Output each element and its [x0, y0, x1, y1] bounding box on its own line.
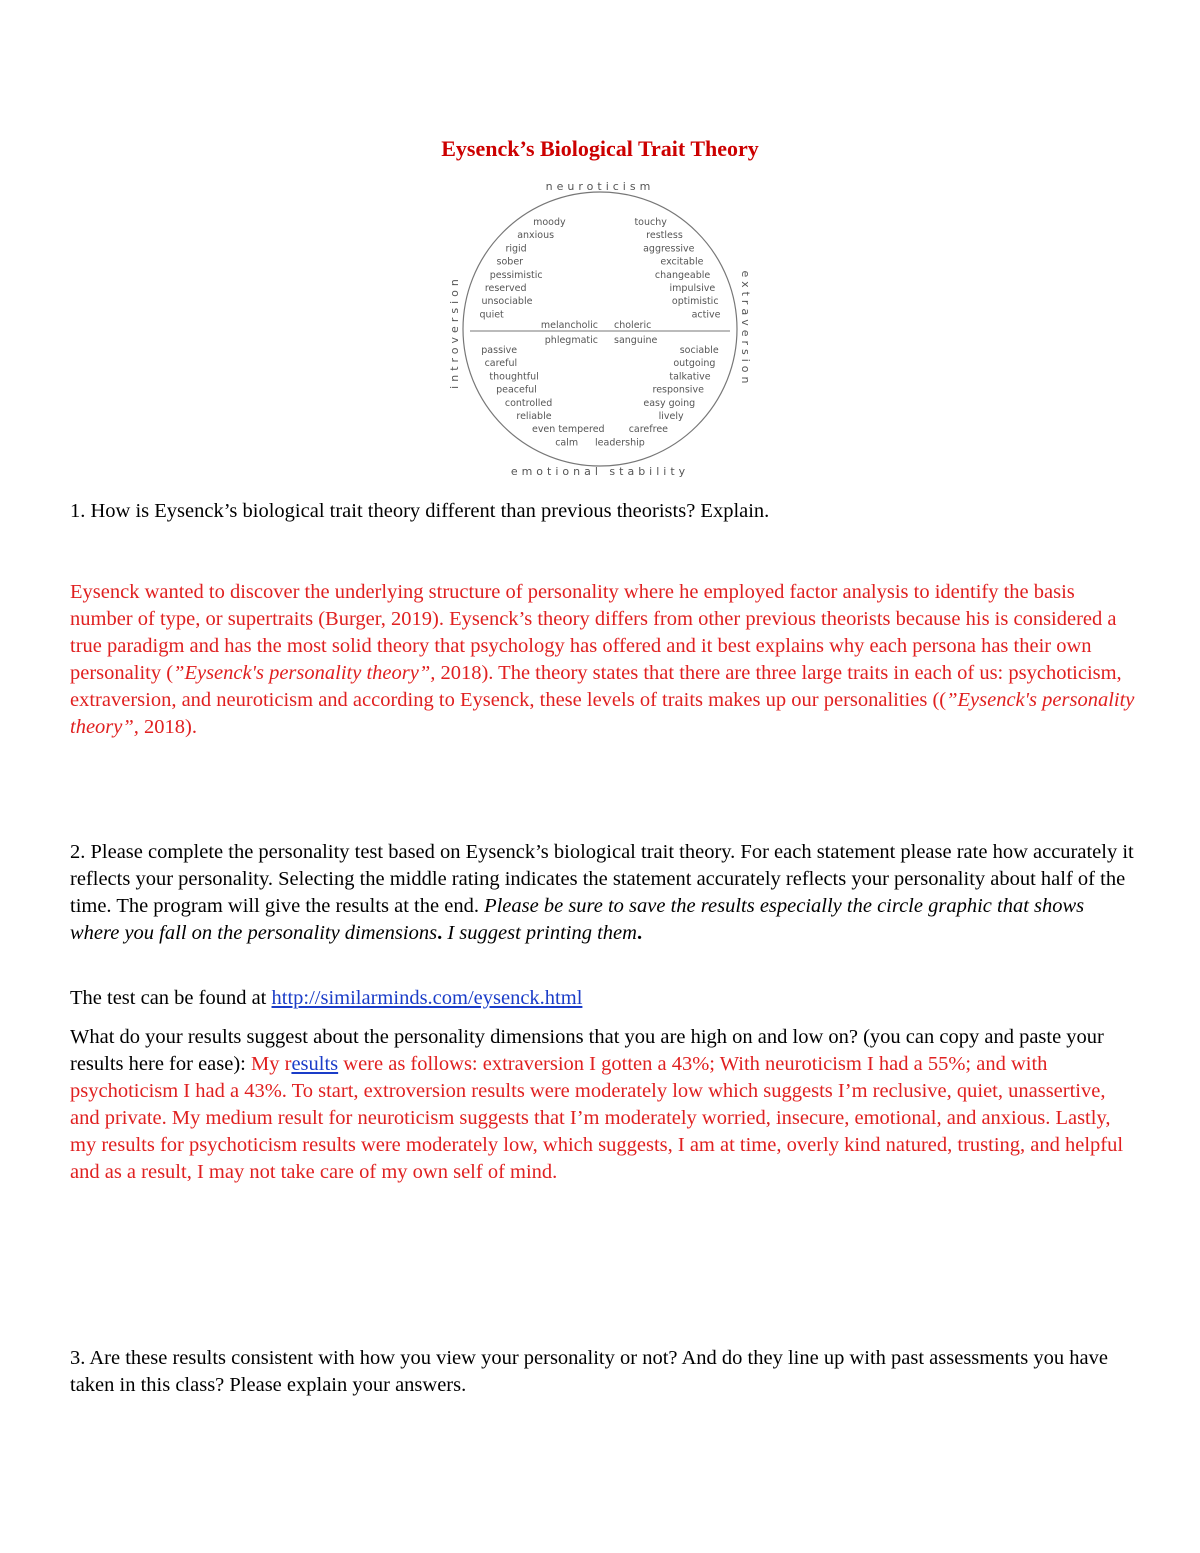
test-location-line	[70, 985, 1135, 1012]
center-sanguine: sanguine	[614, 335, 658, 346]
question-2	[70, 839, 1135, 947]
test-link[interactable]: http://similarminds.com/eysenck.html	[271, 987, 583, 1009]
eysenck-personality-circle	[440, 172, 760, 482]
center-phlegmatic: phlegmatic	[544, 335, 598, 346]
trait-q_top_left-6: unsociable	[481, 296, 533, 308]
trait-q_bottom_right-4: easy going	[643, 397, 696, 409]
answer-1-part-a: Eysenck wanted to discover the underlying structure of personality where he employed factor analysis to identify the basis number of type, or supertraits (Burger, 2019). Eysenck’s theory differs from other previous theorists because his is considered a true paradigm and has the most solid theory that psychology has offered and it best explains why each persona has their own personality (	[70, 581, 1117, 684]
trait-q_bottom_right-5: lively	[658, 411, 684, 422]
center-choleric: choleric	[614, 320, 652, 331]
trait-q_top_right-5: impulsive	[669, 283, 716, 294]
results-link[interactable]: esults	[291, 1053, 339, 1075]
question-2-dot-2: .	[636, 922, 643, 944]
answer-1	[70, 579, 1135, 741]
trait-q_bottom_left-2: thoughtful	[489, 371, 539, 383]
trait-q_top_right-3: excitable	[660, 256, 704, 268]
trait-q_top_right-4: changeable	[654, 269, 711, 281]
axis-top-label: neuroticism	[545, 180, 655, 193]
trait-q_bottom_left-5: reliable	[516, 411, 552, 422]
trait-q_bottom_left-7: calm	[555, 437, 579, 449]
trait-q_top_left-0: moody	[533, 217, 566, 228]
question-2-text: 2. Please complete the personality test based on Eysenck’s biological trait theory. For each statement please rate how accurately it reflects your personality. Selecting the middle rating indicates the statement accurately reflects your personality about half of the time. The program will give the results at the end.	[70, 841, 1134, 917]
citation-2: ”Eysenck's personality theory”,	[70, 689, 1135, 738]
trait-q_bottom_right-7: leadership	[595, 437, 645, 449]
trait-q_bottom_left-6: even tempered	[531, 424, 605, 436]
results-question: What do your results suggest about the personality dimensions that you are high on and low on? (you can copy and paste your results here for ease):	[70, 1026, 1104, 1075]
answer-1-part-c: 2018).	[138, 716, 197, 738]
trait-q_top_right-2: aggressive	[643, 243, 695, 255]
trait-q_top_left-1: anxious	[517, 230, 555, 242]
axis-right-label: extraversion	[739, 270, 752, 388]
trait-q_bottom_left-3: peaceful	[496, 384, 537, 396]
document-title: Eysenck’s Biological Trait Theory	[441, 136, 759, 161]
results-answer-start: My r	[251, 1053, 292, 1075]
trait-q_bottom_right-1: outgoing	[673, 358, 716, 370]
question-2-dot: .	[437, 922, 443, 944]
trait-q_top_left-3: sober	[496, 256, 524, 268]
trait-q_bottom_left-1: careful	[484, 358, 518, 370]
results-answer	[70, 1024, 1135, 1186]
trait-q_bottom_right-2: talkative	[669, 371, 711, 383]
trait-q_bottom_right-6: carefree	[628, 424, 669, 436]
question-1: 1. How is Eysenck’s biological trait theory different than previous theorists? Explain.	[70, 500, 770, 522]
test-prefix: The test can be found at	[70, 987, 272, 1009]
trait-q_top_left-2: rigid	[505, 243, 527, 255]
results-answer-body: were as follows: extraversion I gotten a 43%; With neuroticism I had a 55%; and with psychoticism I had a 43%. To start, extroversion results were moderately low which suggests I’m reclusive, quiet, unassertive, and private. My medium result for neuroticism suggests that I’m moderately worried, insecure, emotional, and anxious. Lastly, my results for psychoticism results were moderately low, which suggests, I am at time, overly kind natured, trusting, and helpful and as a result, I may not take care of my own self of mind.	[70, 1053, 1124, 1183]
trait-q_top_right-7: active	[691, 309, 721, 321]
trait-q_top_right-1: restless	[646, 230, 683, 242]
trait-q_bottom_left-4: controlled	[504, 397, 553, 409]
trait-q_top_right-6: optimistic	[671, 296, 719, 308]
question-2-italic: Please be sure to save the results especially the circle graphic that shows where you fall on the personality dimensions	[70, 895, 1085, 944]
trait-q_top_left-4: pessimistic	[489, 269, 543, 281]
trait-q_top_left-5: reserved	[484, 283, 527, 294]
citation-1: ”Eysenck's personality theory”,	[173, 662, 436, 684]
question-2-italic-2: I suggest printing them	[442, 922, 637, 944]
trait-q_top_right-0: touchy	[634, 217, 667, 228]
trait-q_bottom_right-0: sociable	[679, 345, 719, 356]
center-melancholic: melancholic	[540, 320, 598, 331]
axis-bottom-label: emotional stability	[510, 465, 690, 478]
axis-left-label: introversion	[448, 275, 461, 389]
trait-q_bottom_right-3: responsive	[652, 384, 704, 396]
question-3: 3. Are these results consistent with how you view your personality or not? And do they line up with past assessments you have taken in this class? Please explain your answers.	[70, 1347, 1108, 1396]
trait-q_top_left-7: quiet	[479, 309, 504, 321]
answer-1-part-b: 2018). The theory states that there are three large traits in each of us: psychoticism, extraversion, and neuroticism and according to Eysenck, these levels of traits makes up our personalities ((	[70, 662, 1122, 711]
trait-q_bottom_left-0: passive	[481, 345, 518, 356]
